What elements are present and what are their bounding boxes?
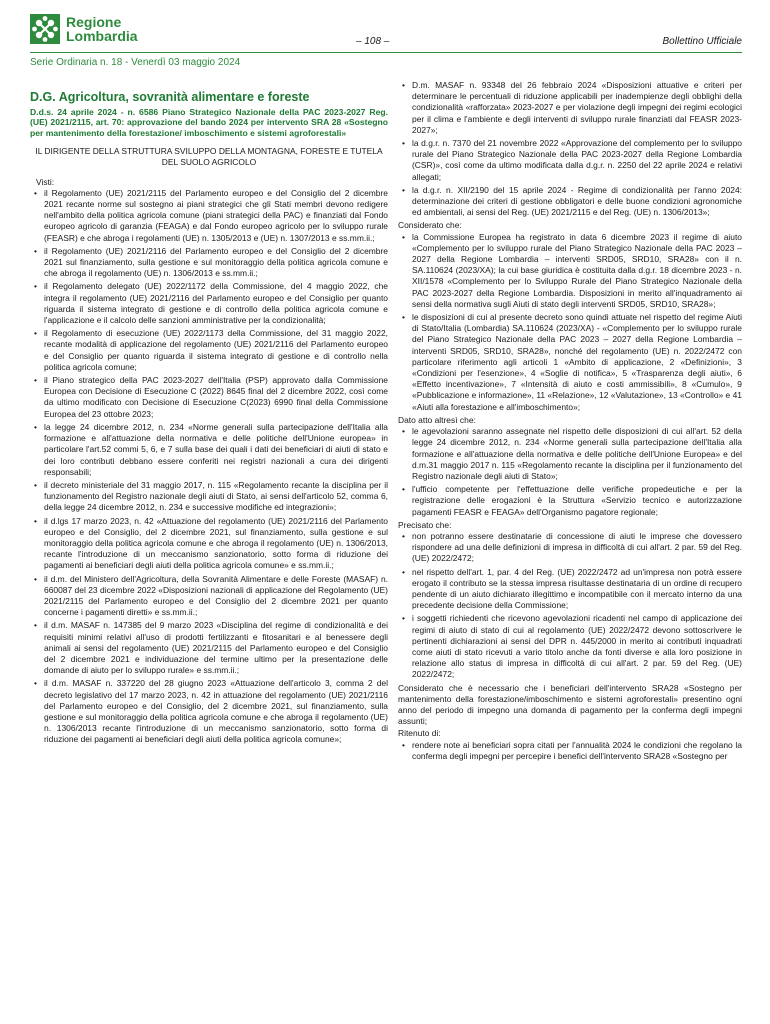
list-item: • il Regolamento di esecuzione (UE) 2022/1173 della Commissione, del 31 maggio 2022, recante modalità di applicazione del regolamento (UE) 2021/2116 del Parlamento europeo e del Consiglio per quanto riguarda il sistema integrato di gestione e di controllo nella politica agricola comune; (30, 328, 388, 373)
list-item: • le agevolazioni saranno assegnate nel rispetto delle disposizioni di cui all'art. 52 della legge 24 dicembre 2012, n. 234 «Norme generali sulla partecipazione dell'Italia alla formazione e all'attuazione della normativa e delle politiche dell'Unione Europea» e del d.m.31 maggio 2017 n. 115 «Regolamento recante la disciplina per il funzionamento del Registro nazionale degli aiuti di Stato»; (398, 426, 742, 482)
list-item: • il d.m. MASAF n. 147385 del 9 marzo 2023 «Disciplina del regime di condizionalità e dei requisiti minimi relativi all'uso di prodotti fertilizzanti e fitosanitari e al benessere degli animali ai sensi del regolamento (UE) 2021/2115 del Parlamento europeo e del Consiglio del 2 dicembre 2021 e individuazione del termine ultimo per la presentazione delle domande di aiuto per lo sviluppo rurale» e ss.mm.ii.; (30, 620, 388, 676)
visti-list (30, 188, 388, 746)
right-column (398, 80, 742, 764)
list-item: • il Regolamento delegato (UE) 2022/1172 della Commissione, del 4 maggio 2022, che integra il regolamento (UE) 2021/2116 del Parlamento europeo e del Consiglio per quanto riguarda il sistema integrato di gestione e di controllo della politica agricola comune e l'applicazione e il calcolo delle sanzioni amministrative per la condizionalità; (30, 281, 388, 326)
considerato-list (398, 232, 742, 413)
visti-label: Visti: (36, 176, 55, 187)
ritenuto-label: Ritenuto di: (398, 728, 441, 739)
list-item: • D.m. MASAF n. 93348 del 26 febbraio 2024 «Disposizioni attuative e criteri per determinare le percentuali di riduzione applicabili per inadempienze degli obblighi della condizionalità «rafforzata» 2023-2027 e per violazione degli impegni dei regimi ecologici per il clima e l'ambiente e degli interventi di sviluppo rurale finanziati dal FEASR 2023-2027»; (398, 80, 742, 136)
list-item: • la legge 24 dicembre 2012, n. 234 «Norme generali sulla partecipazione dell'Italia alla formazione e all'attuazione della normativa e delle politiche dell'Unione europea» in particolare l'art.52 commi 5, 6, e 7 sulla base dei quali i dati dei beneficiari di aiuti di stato e dei loro contributi debbano essere conferiti nei registri nazionali a cura dei dirigenti responsabili; (30, 422, 388, 478)
precisato-list (398, 531, 742, 681)
considerato-paragraph: Considerato che è necessario che i beneficiari dell'intervento SRA28 «Sostegno per mantenimento della forestazione/imboschimento e sistemi agroforestali» presentino ogni anno del periodo di impegno una domanda di pagamento per la conferma degli impegni assunti; (398, 682, 742, 727)
list-item: • nel rispetto dell'art. 1, par. 4 del Reg. (UE) 2022/2472 ad un'impresa non potrà essere erogato il contributo se la stessa impresa risultasse destinataria di un ordine di recupero pendente di un aiuto dichiarato illegittimo e incompatibile con il mercato interno da una precedente decisione della Commissione; (398, 567, 742, 612)
decree-title: D.d.s. 24 aprile 2024 - n. 6586 Piano Strategico Nazionale della PAC 2023-2027 Reg. (UE) 2021/2115, art. 70: approvazione del bando 2024 per intervento SRA 28 «Sostegno per mantenimento della forestazione/ imboschimento e sistemi agroforestali» (30, 107, 388, 138)
left-column (30, 80, 388, 748)
list-item: • il d.m. MASAF n. 337220 del 28 giugno 2023 «Attuazione dell'articolo 3, comma 2 del decreto legislativo del 17 marzo 2023, n. 42 in attuazione del regolamento (UE) 2021/2116 del Parlamento europeo e del Consiglio, del 2 dicembre 2021, sul finanziamento, sulla gestione e sul monitoraggio della politica agricola comune e che abroga il regolamento (UE) n. 1306/2013 recante l'introduzione di un meccanismo sanzionatorio, sotto forma di riduzione dei pagamenti ai beneficiari degli aiuti della politica agricola comune»; (30, 678, 388, 745)
list-item: • il d.lgs 17 marzo 2023, n. 42 «Attuazione del regolamento (UE) 2021/2116 del Parlamento europeo e del Consiglio, del 2 dicembre 2021, sul finanziamento, sulla gestione e sul monitoraggio della politica agricola comune e che abroga il regolamento (UE) n. 1306/2013, recante l'introduzione di un meccanismo sanzionatorio, sotto forma di riduzione dei pagamenti ai beneficiari degli aiuti della politica agricola comune» e ss.mm.ii.; (30, 516, 388, 572)
authority-heading: IL DIRIGENTE DELLA STRUTTURA SVILUPPO DELLA MONTAGNA, FORESTE E TUTELA DEL SUOLO AGRICOLO (35, 146, 383, 168)
dato-atto-list (398, 426, 742, 518)
region-logo (30, 14, 138, 44)
series-line: Serie Ordinaria n. 18 - Venerdì 03 maggio 2024 (30, 57, 241, 68)
list-item: • rendere note ai beneficiari sopra citati per l'annualità 2024 le condizioni che regolano la conferma degli impegni per percepire i benefici dell'intervento SRA28 «Sostegno per (398, 740, 742, 762)
dato-atto-label: Dato atto altresì che: (398, 414, 476, 425)
bulletin-title: Bollettino Ufficiale (662, 36, 742, 47)
list-item: • l'ufficio competente per l'effettuazione delle verifiche propedeutiche e per la registrazione delle erogazioni è la Struttura «Servizio tecnico e autorizzazione pagamenti FEASR e FEAGA» dell'Organismo pagatore regionale; (398, 484, 742, 518)
page-number: – 108 – (356, 36, 390, 47)
visti-continued-list (398, 80, 742, 218)
list-item: • la d.g.r. n. XII/2190 del 15 aprile 2024 - Regime di condizionalità per l'anno 2024: determinazione dei criteri di gestione obbligatori e delle buone condizioni agronomiche ed ambientali, ai sensi del Reg. (UE) 2021/2115 e del Reg. (UE) n. 1306/2013»; (398, 185, 742, 219)
list-item: • i soggetti richiedenti che ricevono agevolazioni ricadenti nel campo di applicazione dei regimi di aiuto di stato di cui al regolamento (UE) 2022/2472 devono sottoscrivere le pertinenti dichiarazioni ai sensi del DPR n. 445/2000 in merito ai contributi inquadrati come aiuti di stato ricevuti a vario titolo anche da fonti diverse e alla loro posizione in relazione allo status di impresa in difficoltà di cui all'art. 2 par. 59 del Reg. (UE) 2022/2472; (398, 613, 742, 680)
logo-wordmark (66, 15, 138, 43)
page-header (0, 0, 770, 75)
precisato-label: Precisato che: (398, 519, 452, 530)
ritenuto-list (398, 740, 742, 762)
logo-line-1: Regione (66, 14, 122, 30)
considerato-label: Considerato che: (398, 220, 462, 231)
rosa-camuna-icon (30, 14, 60, 44)
list-item: • la Commissione Europea ha registrato in data 6 dicembre 2023 il regime di aiuto «Complemento per lo sviluppo rurale del Piano Strategico Nazionale della PAC 2023 – 2027 della Regione Lombardia – interventi SRD05, SRD10, SRA28» con il n. SA.110624 (2023/XA); la cui base giuridica è costituita dalla d.g.r. 18 dicembre 2023 - n. XII/1578 «Complemento per lo Sviluppo Rurale del Piano Strategico Nazionale della PAC 2023-2027 della Regione Lombardia. Disposizioni in merito all'inquadramento ai sensi della normativa sugli Aiuti di stato degli interventi SRD05, SRD10, SRA28»; (398, 232, 742, 310)
header-divider (30, 52, 742, 53)
list-item: • la d.g.r. n. 7370 del 21 novembre 2022 «Approvazione del complemento per lo sviluppo rurale del Piano Strategico Nazionale della PAC 2023-2027 della Regione Lombardia (CSR)», così come da ultimo modificata dalla d.g.r. n. 2250 del 22 aprile 2024 e relativi allegati; (398, 138, 742, 183)
list-item: • le disposizioni di cui al presente decreto sono quindi attuate nel rispetto del regime Aiuti di Stato/Italia (Lombardia) SA.110624 (2023/XA) - «Complemento per lo sviluppo rurale del Piano Strategico Nazionale della PAC 2023 – 2027 della Regione Lombardia – interventi SRD05, SRD10, SRA28», nonché del regolamento (UE) n. 2022/2472 con particolare riferimento agli articoli 1 «Ambito di applicazione, 2 «Definizioni», 3 «Condizioni per l'esenzione», 4 «Soglie di notifica», 5 «Trasparenza degli aiuti», 6 «Effetto incentivazione», 7 «Intensità di aiuto e costi ammissibili», 8 «Cumulo», 9 «Pubblicazione e informazione», 11 «Relazione», 12 «Valutazione», 13 «Controllo» e 41 «Aiuti alla forestazione e all'imboschimento»; (398, 312, 742, 413)
list-item: • il Piano strategico della PAC 2023-2027 dell'Italia (PSP) approvato dalla Commissione Europea con Decisione di Esecuzione C (2022) 8645 final del 2 dicembre 2022, così come da ultimo modificato con Decisione di Esecuzione C(2023) 6990 final della Commissione Europea del 23 ottobre 2023; (30, 375, 388, 420)
list-item: • non potranno essere destinatarie di concessione di aiuti le imprese che dovessero rispondere ad una delle definizioni di impresa in difficoltà di cui all'art. 2 par. 59 del Reg. (UE) 2022/2472; (398, 531, 742, 565)
list-item: • il Regolamento (UE) 2021/2115 del Parlamento europeo e del Consiglio del 2 dicembre 2021 recante norme sul sostegno ai piani strategici che gli Stati membri devono redigere nell'ambito della politica agricola comune (piani strategici della PAC) e finanziati dal Fondo europeo agricolo di garanzia (FEAGA) e dal Fondo europeo agricolo per lo sviluppo rurale (FEASR) e che abroga i regolamenti (UE) n. 1305/2013 e (UE) n. 1307/2013 e ss.mm.ii.; (30, 188, 388, 244)
list-item: • il d.m. del Ministero dell'Agricoltura, della Sovranità Alimentare e delle Foreste (MASAF) n. 660087 del 23 dicembre 2022 «Disposizioni nazionali di applicazione del Regolamento (UE) 2021/2115 del Parlamento europeo e del Consiglio del 2 dicembre 2021 per quanto concerne i pagamenti diretti» e ss.mm.ii.; (30, 574, 388, 619)
department-title: D.G. Agricoltura, sovranità alimentare e foreste (30, 90, 310, 104)
logo-line-2: Lombardia (66, 28, 138, 44)
list-item: • il Regolamento (UE) 2021/2116 del Parlamento europeo e del Consiglio del 2 dicembre 2021 sul finanziamento, sulla gestione e sul monitoraggio della politica agricola comune e che abroga il regolamento (UE) n. 1306/2013 e ss.mm.ii.; (30, 246, 388, 280)
list-item: • il decreto ministeriale del 31 maggio 2017, n. 115 «Regolamento recante la disciplina per il funzionamento del Registro nazionale degli aiuti di Stato, ai sensi dell'articolo 52, comma 6, della legge 24 dicembre 2012, n. 234 e successive modifiche ed integrazioni»; (30, 480, 388, 514)
